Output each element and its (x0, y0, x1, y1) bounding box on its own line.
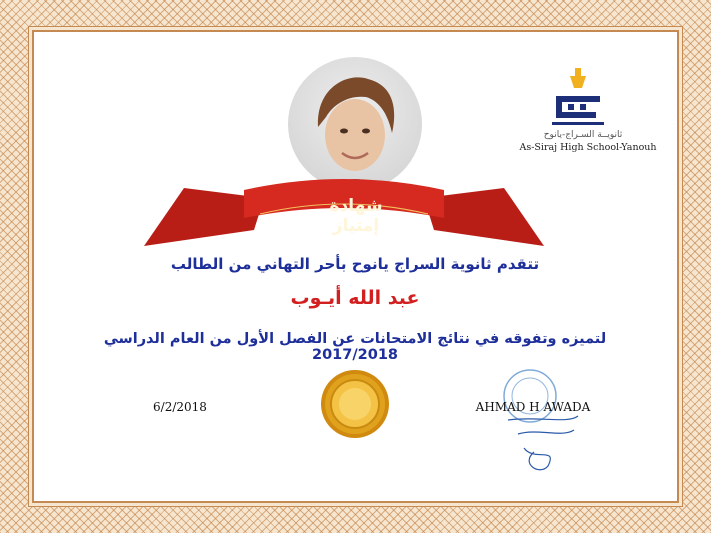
reason-line: لتميزه وتفوقه في نتائج الامتحانات عن الفصل الأول من العام الدراسي 2017/2018 (103, 331, 607, 363)
signer-name: AHMAD H AWADA (475, 400, 591, 414)
school-logo-icon (548, 66, 608, 130)
school-name-arabic: ثانويــة السـراج-يانوح (543, 130, 623, 140)
certificate-title: شهادة إمتياز (329, 196, 383, 236)
intro-line: تتقدم ثانوية السراج يانوح بأحر التهاني من الطالب (170, 255, 540, 273)
student-name: عبد الله أيـوب (290, 287, 420, 309)
gold-seal-icon (320, 369, 390, 439)
certificate-date: 6/2/2018 (153, 400, 207, 414)
stamp-signature-icon (478, 368, 598, 478)
school-name-english: As-Siraj High School-Yanouh (519, 142, 657, 153)
